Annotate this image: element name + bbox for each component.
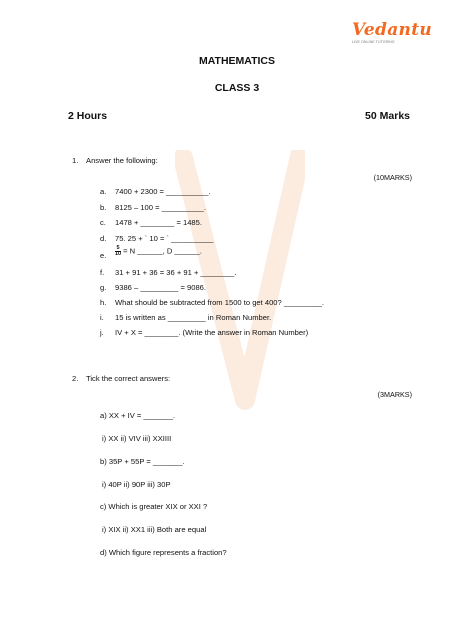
question-2-options: i) 40P ii) 90P iii) 30P [102, 480, 171, 489]
fraction [115, 246, 121, 257]
question-2-options: i) XIX ii) XX1 iii) Both are equal [102, 525, 207, 534]
item-text: 1478 + ________ = 1485. [115, 218, 202, 227]
question-2-number: 2. [72, 374, 79, 383]
question-2-options: i) XX ii) VIV iii) XXIIII [102, 434, 172, 443]
class-title: CLASS 3 [214, 82, 260, 94]
logo-tagline: LIVE ONLINE TUTORING [352, 40, 395, 44]
item-text: 7400 + 2300 = __________. [115, 187, 211, 196]
question-2-line: b) 35P + 55P = _______. [100, 457, 185, 466]
question-2-marks: (3MARKS) [377, 390, 412, 399]
question-1-marks: (10MARKS) [373, 173, 412, 182]
item-label: g. [100, 283, 107, 292]
question-2-line: c) Which is greater XIX or XXI ? [100, 502, 208, 511]
item-label: h. [100, 298, 107, 307]
item-text: 9386 – _________ = 9086. [115, 283, 207, 292]
duration: 2 Hours [68, 110, 108, 122]
item-text: 8125 – 100 = __________. [115, 203, 207, 212]
fraction-numerator: 5 [116, 245, 120, 251]
fraction-denominator: 10 [115, 251, 122, 257]
item-text: What should be subtracted from 1500 to get 400? _________. [115, 298, 324, 307]
item-label: d. [100, 234, 107, 243]
item-text: 75. 25 + ` 10 = ` __________ [115, 234, 214, 243]
question-2-line: d) Which figure represents a fraction? [100, 548, 227, 557]
item-label: f. [100, 268, 105, 277]
question-1-title: Answer the following: [86, 156, 158, 165]
question-2-title: Tick the correct answers: [86, 374, 171, 383]
item-label: e. [100, 251, 107, 260]
item-text: 15 is written as _________ in Roman Number. [115, 313, 272, 322]
item-label: b. [100, 203, 107, 212]
subject-title: MATHEMATICS [198, 55, 276, 67]
item-text: IV + X = ________. (Write the answer in Roman Number) [115, 328, 309, 337]
item-text-fraction [115, 246, 202, 257]
total-marks: 50 Marks [365, 110, 410, 122]
item-text: = N ______, D ______. [123, 246, 202, 256]
item-label: c. [100, 218, 106, 227]
item-label: j. [100, 328, 104, 337]
item-text: 31 + 91 + 36 = 36 + 91 + ________. [115, 268, 237, 277]
logo-wordmark: Vedantu [352, 20, 433, 40]
item-label: a. [100, 187, 107, 196]
question-1-number: 1. [72, 156, 79, 165]
question-2-line: a) XX + IV = _______. [100, 411, 176, 420]
vedantu-logo [352, 22, 432, 44]
item-label: i. [100, 313, 104, 322]
